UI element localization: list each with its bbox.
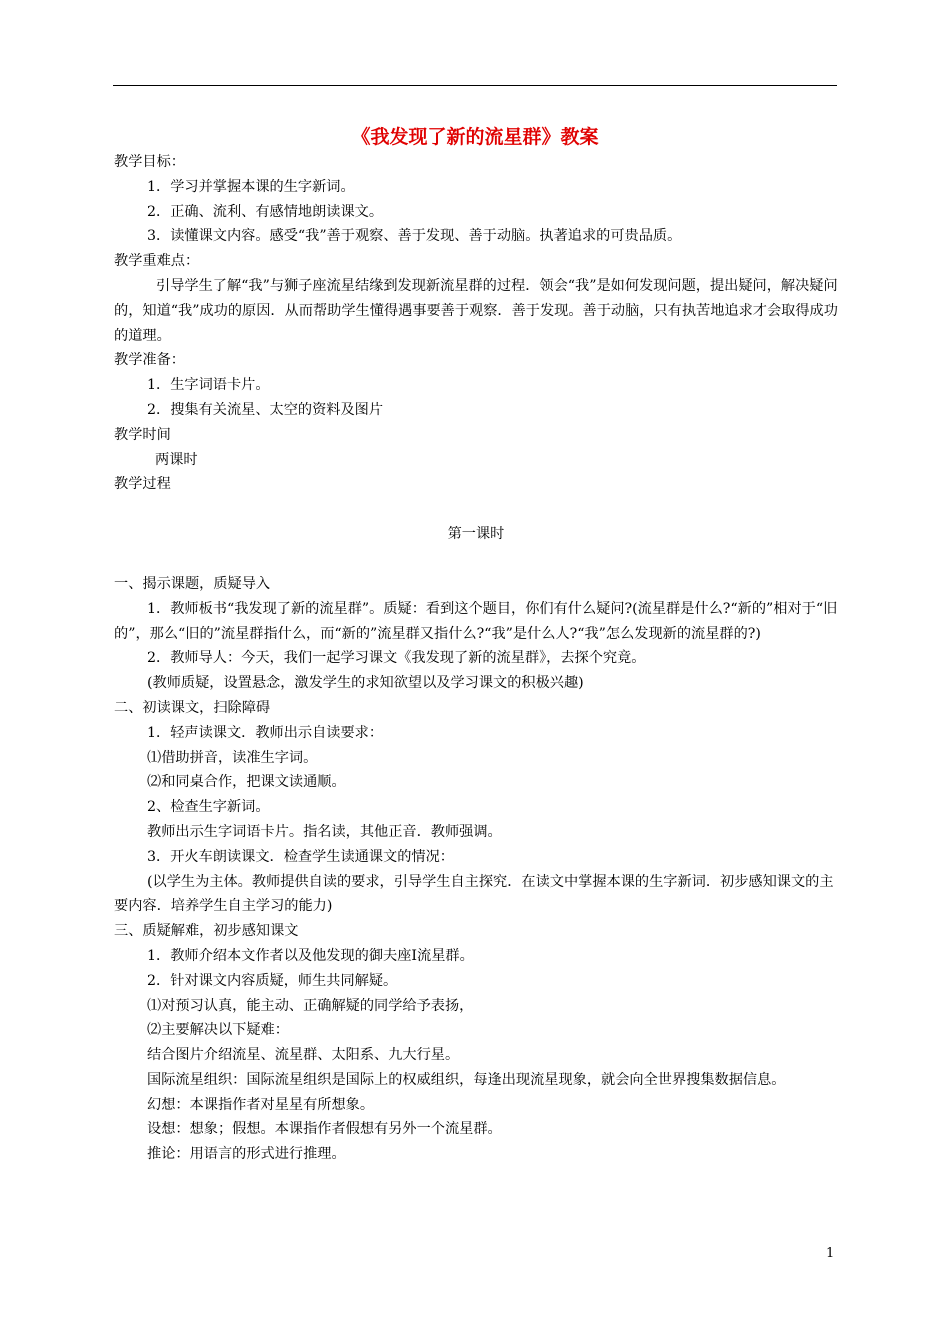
- lesson-title: 第一课时: [447, 526, 505, 543]
- header-rule: [113, 85, 837, 86]
- section-1-paragraph: 1．教师板书“我发现了新的流星群”。质疑：看到这个题目，你们有什么疑问?(流星群是什么?“新的”相对于“旧的”，那么“旧的”流星群指什么，而“新的”流星群又指什么?“我”是什么人?“我”怎么发现新的流星群的?): [114, 600, 838, 642]
- section-2-item: 3．开火车朗读课文．检查学生读通课文的情况：: [147, 848, 454, 865]
- process-heading: 教学过程: [114, 476, 171, 493]
- prep-item: 1．生字词语卡片。: [147, 377, 270, 394]
- goal-item: 1．学习并掌握本课的生字新词。: [147, 178, 355, 195]
- section-3-item: 1．教师介绍本文作者以及他发现的御夫座Ⅰ流星群。: [147, 947, 474, 964]
- section-3-item: ⑵主要解决以下疑难：: [147, 1022, 289, 1039]
- section-2-item: ⑴借助拼音，读准生字词。: [147, 749, 318, 766]
- section-3-definition: 幻想：本课指作者对星星有所想象。: [147, 1096, 375, 1113]
- section-2-item: 1．轻声读课文．教师出示自读要求：: [147, 724, 384, 741]
- section-3-definition: 设想：想象；假想。本课指作者假想有另外一个流星群。: [147, 1121, 502, 1138]
- section-1-note: (教师质疑，设置悬念，激发学生的求知欲望以及学习课文的积极兴趣): [147, 675, 584, 692]
- focus-heading: 教学重难点：: [114, 253, 200, 270]
- focus-paragraph: 引导学生了解“我”与狮子座流星结缘到发现新流星群的过程．领会“我”是如何发现问题，提出疑问，解决疑问的，知道“我”成功的原因．从而帮助学生懂得遇事要善于观察．善于发现。善于动脑，只有执苦地追求才会取得成功的道理。: [114, 277, 838, 344]
- prep-item: 2．搜集有关流星、太空的资料及图片: [147, 401, 384, 418]
- prep-heading: 教学准备：: [114, 352, 185, 369]
- section-3-item: ⑴对预习认真，能主动、正确解疑的同学给予表扬，: [147, 997, 474, 1014]
- document-title: 《我发现了新的流星群》教案: [351, 126, 599, 148]
- section-3-definition: 推论：用语言的形式进行推理。: [147, 1146, 346, 1163]
- section-3-item: 结合图片介绍流星、流星群、太阳系、九大行星。: [147, 1047, 460, 1064]
- section-3-heading: 三、质疑解难，初步感知课文: [114, 923, 299, 940]
- goal-item: 2．正确、流利、有感情地朗读课文。: [147, 203, 384, 220]
- section-1-heading: 一、揭示课题，质疑导入: [114, 575, 271, 592]
- goal-item: 3．读懂课文内容。感受“我”善于观察、善于发现、善于动脑。执著追求的可贵品质。: [147, 228, 682, 245]
- section-3-definition: 国际流星组织：国际流星组织是国际上的权威组织，每逢出现流星现象，就会向全世界搜集数据信息。: [147, 1071, 786, 1088]
- section-2-note: (以学生为主体。教师提供自读的要求，引导学生自主探究．在读文中掌握本课的生字新词．初步感知课文的主要内容．培养学生自主学习的能力): [114, 873, 834, 915]
- page-number: 1: [826, 1246, 835, 1261]
- section-2-item: ⑵和同桌合作，把课文读通顺。: [147, 774, 346, 791]
- section-1-paragraph: 2．教师导人：今天，我们一起学习课文《我发现了新的流星群》，去探个究竟。: [147, 650, 646, 667]
- time-value: 两课时: [155, 451, 198, 468]
- section-2-item: 2、检查生字新词。: [147, 799, 270, 816]
- goals-heading: 教学目标：: [114, 154, 185, 170]
- section-3-item: 2．针对课文内容质疑，师生共同解疑。: [147, 972, 398, 989]
- document-body: [114, 150, 838, 1167]
- time-heading: 教学时间: [114, 426, 171, 443]
- section-2-item: 教师出示生字词语卡片。指名读，其他正音．教师强调。: [147, 823, 502, 840]
- section-2-heading: 二、初读课文，扫除障碍: [114, 699, 271, 716]
